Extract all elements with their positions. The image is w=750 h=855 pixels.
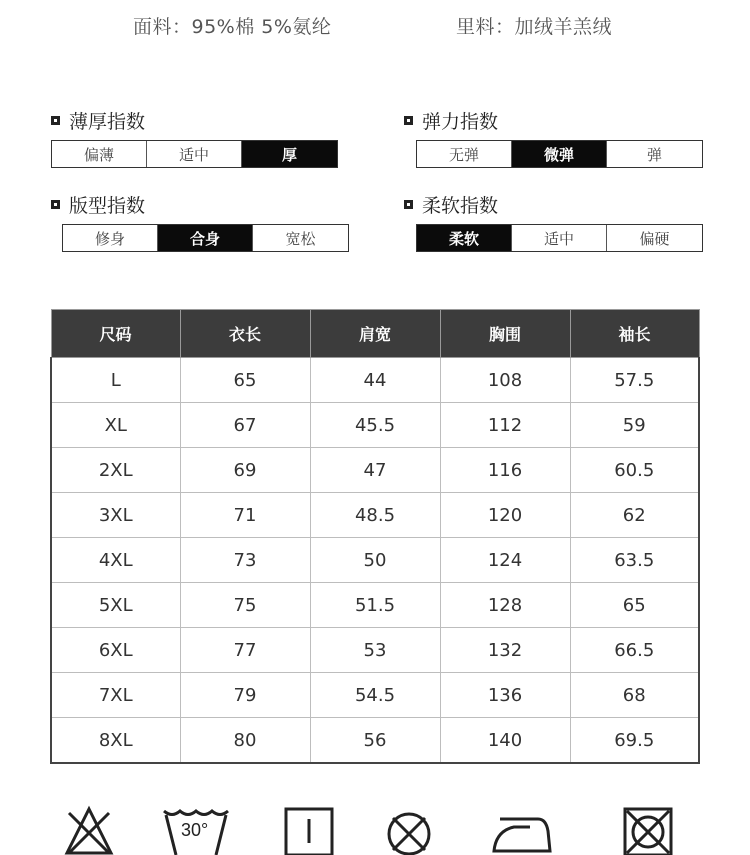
no-bleach-icon: [63, 805, 115, 855]
size-cell: 5XL: [51, 583, 180, 628]
measurement-cell: 120: [440, 493, 570, 538]
measurement-cell: 48.5: [310, 493, 440, 538]
index-scale: [51, 140, 338, 168]
measurement-cell: 59: [570, 403, 699, 448]
measurement-cell: 54.5: [310, 673, 440, 718]
size-cell: 8XL: [51, 718, 180, 764]
measurement-cell: 57.5: [570, 358, 699, 403]
size-cell: 2XL: [51, 448, 180, 493]
measurement-cell: 108: [440, 358, 570, 403]
measurement-cell: 68: [570, 673, 699, 718]
index-scale: [416, 224, 703, 252]
scale-option-selected: 柔软: [417, 225, 512, 251]
measurement-cell: 50: [310, 538, 440, 583]
table-row: [51, 628, 699, 673]
size-cell: L: [51, 358, 180, 403]
column-header: 衣长: [180, 310, 310, 358]
measurement-cell: 79: [180, 673, 310, 718]
column-header: 尺码: [51, 310, 180, 358]
measurement-cell: 56: [310, 718, 440, 764]
scale-option: 偏薄: [52, 141, 147, 167]
scale-option: 适中: [512, 225, 607, 251]
measurement-cell: 75: [180, 583, 310, 628]
table-row: [51, 448, 699, 493]
measurement-cell: 77: [180, 628, 310, 673]
index-scale: [416, 140, 703, 168]
wash-temperature: 30°: [181, 820, 209, 840]
table-row: [51, 403, 699, 448]
measurement-cell: 69: [180, 448, 310, 493]
size-cell: 6XL: [51, 628, 180, 673]
measurement-cell: 66.5: [570, 628, 699, 673]
scale-option: 修身: [63, 225, 158, 251]
measurement-cell: 71: [180, 493, 310, 538]
index-title: 薄厚指数: [69, 110, 146, 133]
size-cell: XL: [51, 403, 180, 448]
index-scale: [62, 224, 349, 252]
bullet-icon: [404, 200, 413, 209]
measurement-cell: 62: [570, 493, 699, 538]
scale-option-selected: 厚: [242, 141, 337, 167]
measurement-cell: 124: [440, 538, 570, 583]
index-title: 版型指数: [69, 194, 146, 217]
measurement-cell: 69.5: [570, 718, 699, 764]
measurement-cell: 116: [440, 448, 570, 493]
size-table: [50, 309, 700, 764]
column-header: 胸围: [440, 310, 570, 358]
measurement-cell: 112: [440, 403, 570, 448]
table-row: [51, 358, 699, 403]
table-row: [51, 538, 699, 583]
scale-option: 偏硬: [639, 229, 670, 248]
column-header: 肩宽: [310, 310, 440, 358]
bullet-icon: [404, 116, 413, 125]
wash-30-icon: [160, 805, 232, 855]
measurement-cell: 45.5: [310, 403, 440, 448]
index-title: 柔软指数: [422, 194, 499, 217]
bullet-icon: [51, 116, 60, 125]
measurement-cell: 65: [180, 358, 310, 403]
table-row: [51, 493, 699, 538]
table-row: [51, 718, 699, 764]
scale-option: 弹: [646, 145, 662, 164]
line-dry-icon: [283, 805, 335, 855]
iron-icon: [490, 805, 552, 855]
measurement-cell: 80: [180, 718, 310, 764]
scale-option-selected: 微弹: [512, 141, 607, 167]
index-title: 弹力指数: [422, 110, 499, 133]
measurement-cell: 136: [440, 673, 570, 718]
table-row: [51, 583, 699, 628]
measurement-cell: 132: [440, 628, 570, 673]
measurement-cell: 44: [310, 358, 440, 403]
care-icons: [0, 805, 750, 855]
measurement-cell: 53: [310, 628, 440, 673]
scale-option-selected: 合身: [158, 225, 253, 251]
fabric-lining: 里料：加绒羊羔绒: [456, 16, 613, 38]
column-header: 袖长: [570, 310, 699, 358]
measurement-cell: 65: [570, 583, 699, 628]
scale-option: 适中: [147, 141, 242, 167]
scale-option: 无弹: [417, 141, 512, 167]
measurement-cell: 60.5: [570, 448, 699, 493]
measurement-cell: 47: [310, 448, 440, 493]
measurement-cell: 73: [180, 538, 310, 583]
size-cell: 3XL: [51, 493, 180, 538]
table-row: [51, 673, 699, 718]
table-header-row: [51, 310, 699, 358]
fabric-outer: 面料：95%棉 5%氨纶: [133, 16, 332, 38]
measurement-cell: 128: [440, 583, 570, 628]
no-dry-clean-icon: [622, 805, 674, 855]
scale-option: 宽松: [285, 229, 316, 248]
size-cell: 4XL: [51, 538, 180, 583]
measurement-cell: 63.5: [570, 538, 699, 583]
size-cell: 7XL: [51, 673, 180, 718]
no-tumble-dry-icon: [383, 805, 435, 855]
measurement-cell: 67: [180, 403, 310, 448]
measurement-cell: 51.5: [310, 583, 440, 628]
bullet-icon: [51, 200, 60, 209]
measurement-cell: 140: [440, 718, 570, 764]
